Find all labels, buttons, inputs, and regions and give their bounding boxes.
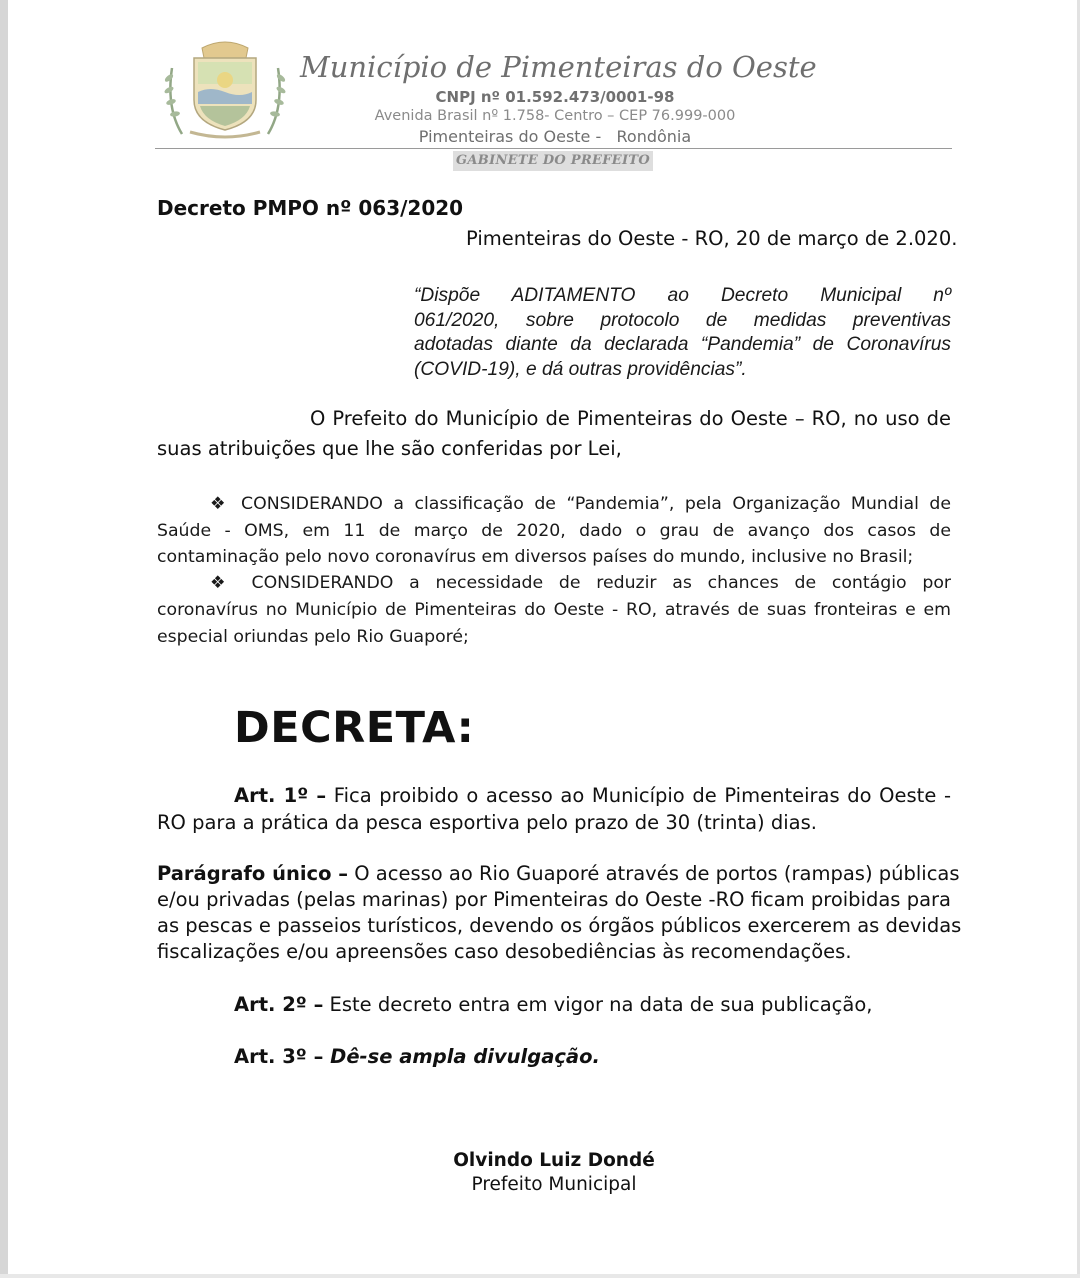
article-3-label: Art. 3º – xyxy=(234,1045,324,1068)
decreta-heading: DECRETA: xyxy=(234,703,475,753)
signatory-role: Prefeito Municipal xyxy=(471,1174,637,1195)
municipality-title: Município de Pimenteiras do Oeste xyxy=(300,50,817,84)
article-3-text: Dê-se ampla divulgação. xyxy=(323,1045,600,1068)
cnpj-line: CNPJ nº 01.592.473/0001-98 xyxy=(435,88,675,106)
article-2-label: Art. 2º – xyxy=(234,993,324,1016)
decree-number: Decreto PMPO nº 063/2020 xyxy=(157,196,464,220)
considerando-line: coronavírus no Município de Pimenteiras do Oeste - RO, através de suas fronteiras e em xyxy=(157,600,951,620)
considerando-line: ❖ CONSIDERANDO a necessidade de reduzir as chances de contágio por xyxy=(210,573,951,593)
article-2-line xyxy=(234,993,872,1016)
article-1-label: Art. 1º – xyxy=(234,784,327,807)
summary-line: “Dispõe ADITAMENTO ao Decreto Municipal nº xyxy=(414,285,951,306)
decree-summary xyxy=(414,284,951,382)
paragraph-line: fiscalizações e/ou apreensões caso desobediências às recomendações. xyxy=(157,940,852,963)
paragraph-line: e/ou privadas (pelas marinas) por Pimenteiras do Oeste -RO ficam proibidas para xyxy=(157,888,951,911)
article-1-text: Fica proibido o acesso ao Município de Pimenteiras do Oeste - xyxy=(326,784,951,807)
paragraph-label: Parágrafo único – xyxy=(157,862,349,885)
scan-bottom-border xyxy=(0,1274,1080,1278)
summary-line: (COVID-19), e dá outras providências”. xyxy=(414,358,747,380)
considerando-line: contaminação pelo novo coronavírus em diversos países do mundo, inclusive no Brasil; xyxy=(157,547,914,567)
paragraph-line xyxy=(157,862,960,885)
header-divider xyxy=(155,148,952,149)
address-line: Avenida Brasil nº 1.758- Centro – CEP 76.999-000 xyxy=(374,108,736,124)
office-label: GABINETE DO PREFEITO xyxy=(453,151,653,171)
city-state-line: Pimenteiras do Oeste - Rondônia xyxy=(418,127,692,146)
summary-line: 061/2020, sobre protocolo de medidas preventivas xyxy=(414,309,951,331)
article-1-line xyxy=(234,784,951,807)
signatory-name: Olvindo Luiz Dondé xyxy=(453,1150,655,1171)
article-2-text: Este decreto entra em vigor na data de sua publicação, xyxy=(323,993,873,1016)
considerando-line: especial oriundas pelo Rio Guaporé; xyxy=(157,627,469,647)
considerando-line: Saúde - OMS, em 11 de março de 2020, dado o grau de avanço dos casos de xyxy=(157,521,951,541)
article-3-line xyxy=(234,1045,600,1068)
decree-place-date: Pimenteiras do Oeste - RO, 20 de março de 2.020. xyxy=(466,227,958,250)
paragraph-line: as pescas e passeios turísticos, devendo os órgãos públicos exercerem as devidas xyxy=(157,914,962,937)
municipal-coat-of-arms xyxy=(160,38,290,142)
considerando-line: ❖ CONSIDERANDO a classificação de “Pandemia”, pela Organização Mundial de xyxy=(210,494,951,514)
summary-line: adotadas diante da declarada “Pandemia” de Coronavírus xyxy=(414,334,951,355)
article-1-line: RO para a prática da pesca esportiva pelo prazo de 30 (trinta) dias. xyxy=(157,811,817,834)
preamble-line: suas atribuições que lhe são conferidas por Lei, xyxy=(157,437,622,460)
scan-left-border xyxy=(0,0,8,1278)
paragraph-text: O acesso ao Rio Guaporé através de portos (rampas) públicas xyxy=(348,862,960,885)
preamble-line: O Prefeito do Município de Pimenteiras do Oeste – RO, no uso de xyxy=(310,407,951,430)
